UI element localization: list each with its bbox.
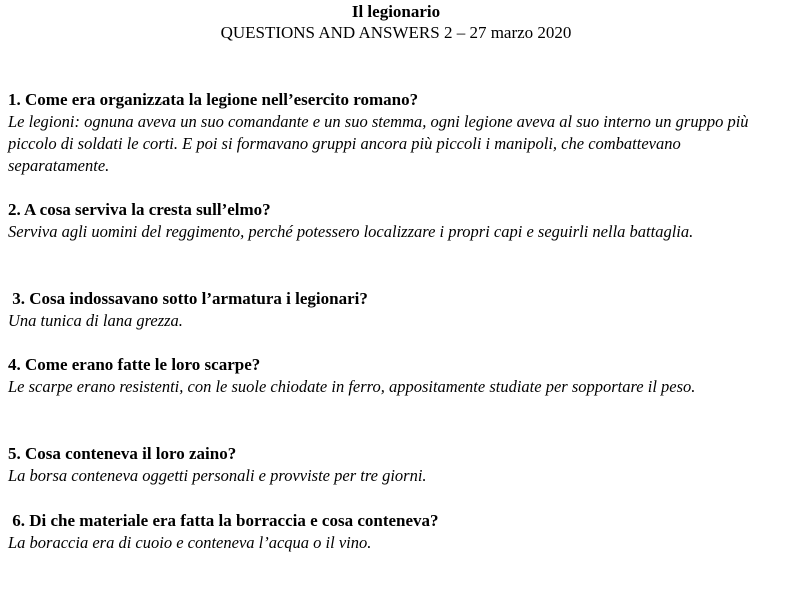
- qa-item-2: [8, 199, 783, 243]
- question-4: 4. Come erano fatte le loro scarpe?: [8, 355, 261, 374]
- question-3: 3. Cosa indossavano sotto l’armatura i legionari?: [8, 289, 368, 308]
- document-title: Il legionario: [351, 2, 441, 21]
- question-6: 6. Di che materiale era fatta la borraccia e cosa conteneva?: [8, 511, 439, 530]
- qa-item-1: [8, 89, 783, 177]
- answer-4: Le scarpe erano resistenti, con le suole chiodate in ferro, appositamente studiate per sopportare il peso.: [8, 377, 696, 396]
- document-subtitle: QUESTIONS AND ANSWERS 2 – 27 marzo 2020: [220, 23, 572, 42]
- qa-item-6: [8, 510, 783, 554]
- qa-item-5: [8, 443, 783, 487]
- question-5: 5. Cosa conteneva il loro zaino?: [8, 444, 237, 463]
- answer-1: Le legioni: ognuna aveva un suo comandante e un suo stemma, ogni legione aveva al suo interno un gruppo più piccolo di soldati le corti. E poi si formavano gruppi ancora più piccoli i manipoli, che combattevano separatamente.: [8, 112, 749, 175]
- question-2: 2. A cosa serviva la cresta sull’elmo?: [8, 200, 271, 219]
- answer-5: La borsa conteneva oggetti personali e provviste per tre giorni.: [8, 466, 427, 485]
- answer-2: Serviva agli uomini del reggimento, perché potessero localizzare i propri capi e seguirli nella battaglia.: [8, 222, 694, 241]
- question-1: 1. Come era organizzata la legione nell’esercito romano?: [8, 90, 419, 109]
- answer-3: Una tunica di lana grezza.: [8, 311, 183, 330]
- answer-6: La boraccia era di cuoio e conteneva l’acqua o il vino.: [8, 533, 372, 552]
- qa-item-3: [8, 288, 783, 332]
- qa-item-4: [8, 354, 783, 398]
